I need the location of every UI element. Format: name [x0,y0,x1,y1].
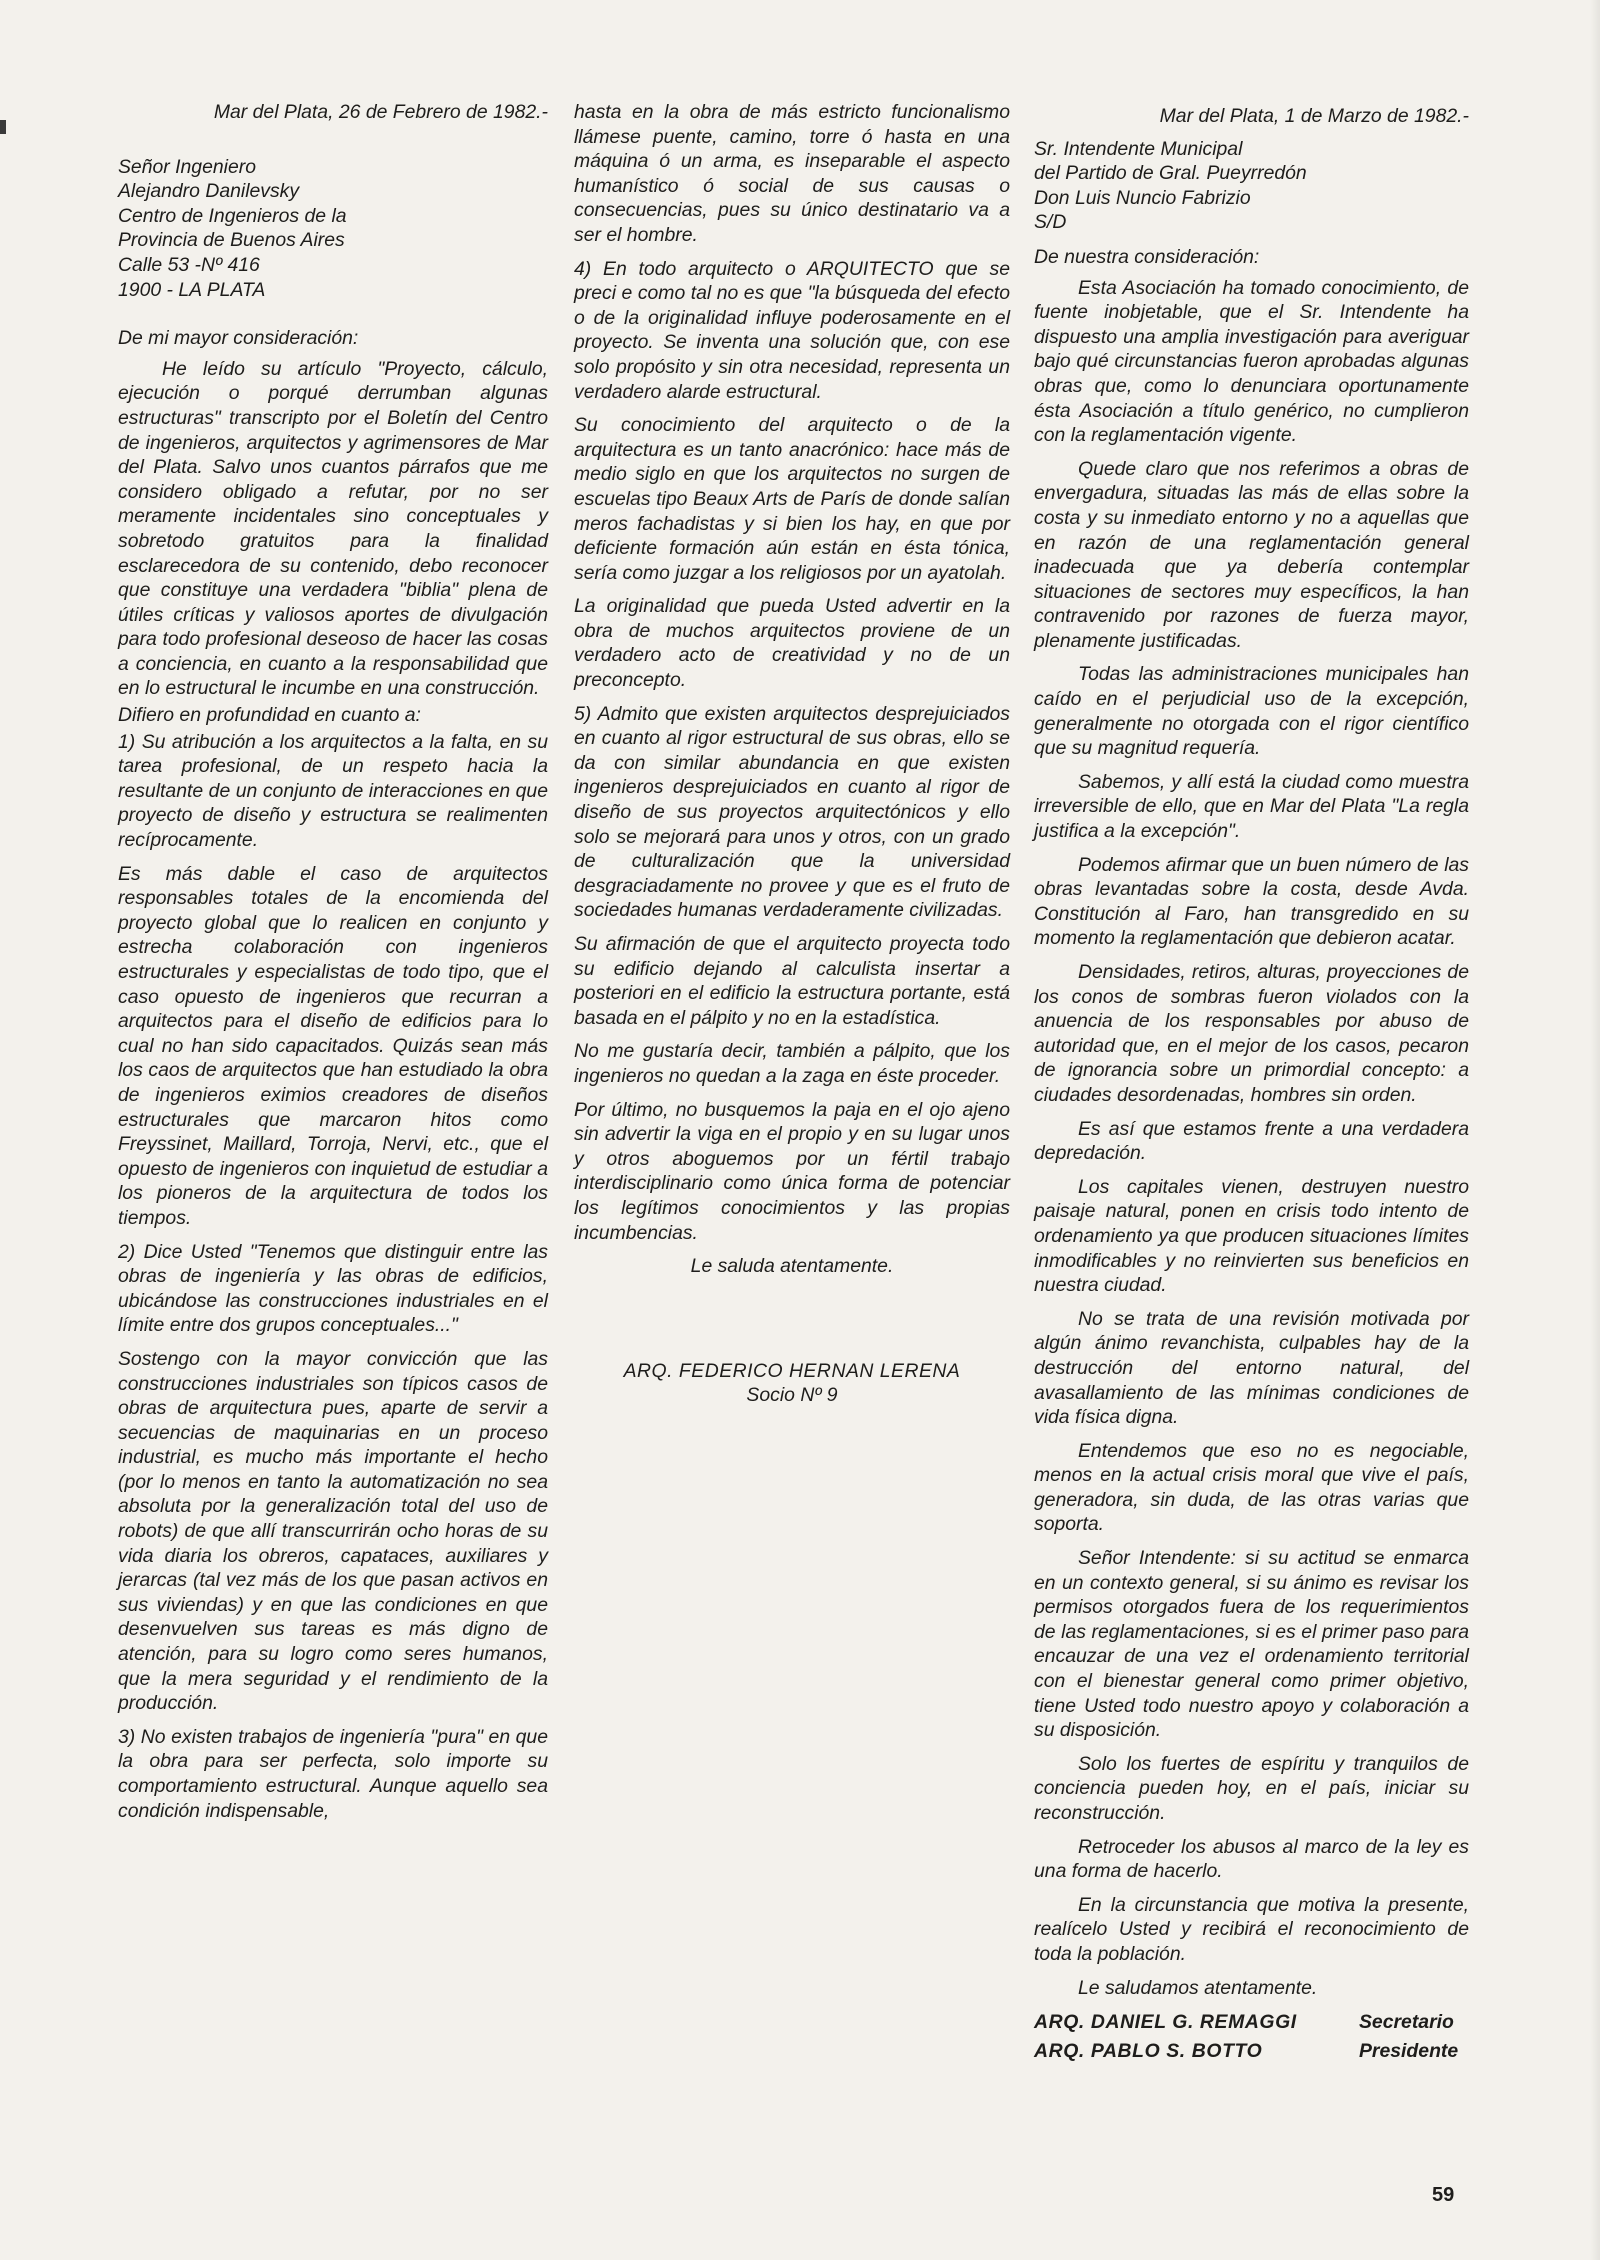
body-paragraph: hasta en la obra de más estricto funcionalismo llámese puente, camino, torre ó hasta en una máquina ó un arma, es inseparable el aspecto humanístico ó social de sus causas o consecuencias, pues su único destinatario va a ser el hombre. [574,101,1010,246]
body-paragraph: 3) No existen trabajos de ingeniería "pura" en que la obra para ser perfecta, solo importe su comportamiento estructural. Aunque aquello sea condición indispensable, [118,1725,548,1822]
address-line: Provincia de Buenos Aires [118,229,345,252]
body-paragraph: Densidades, retiros, alturas, proyecciones de los conos de sombras fueron violados con la anuencia de los responsables por abuso de autoridad que, en el mejor de los casos, pecaron de ignorancia sobre un primordial concepto: a ciudades desordenadas, hombres sin orden. [1034,961,1469,1106]
body-paragraph: He leído su artículo "Proyecto, cálculo, ejecución o porqué derrumban algunas estructuras" transcripto por el Boletín del Centro de ingenieros, arquitectos y agrimensores de Mar del Plata. Salvo unos cuantos párrafos que me considero obligado a refutar, por no ser meramente incidentales sino conceptuales y sobretodo gratuitos para la finalidad esclarecedora de su contenido, debo reconocer que constituye una verdadera "biblia" plena de útiles críticas y valiosos aportes de divulgación para todo profesional deseoso de hacer las cosas a conciencia, en cuanto a la responsabilidad que en lo estructural le incumbe en una construcción. [118,357,548,700]
letter2-address [1034,137,1469,235]
body-paragraph: Podemos afirmar que un buen número de las obras levantadas sobre la costa, desde Avda. Constitución al Faro, han transgredido en su momento la reglamentación que debieron acatar. [1034,853,1469,950]
page-number: 59 [1432,2184,1455,2206]
address-line: Señor Ingeniero [118,155,256,178]
signer-role: Presidente [1359,2039,1459,2062]
body-paragraph: Por último, no busquemos la paja en el ojo ajeno sin advertir la viga en el propio y en su lugar unos y otros aboguemos por un fértil trabajo interdisciplinario como única forma de potenciar los legítimos conocimientos y las propias incumbencias. [574,1098,1010,1244]
body-paragraph: Señor Intendente: si su actitud se enmarca en un contexto general, si su ánimo es revisar los permisos otorgados fuera de los requerimientos de las reglamentaciones, si es el primer paso para encauzar de una vez el ordenamiento territorial con el bienestar general como primer objetivo, tiene Usted todo nuestro apoyo y colaboración a su disposición. [1034,1547,1469,1742]
body-paragraph: No se trata de una revisión motivada por algún ánimo revanchista, culpables hay de la destrucción del entorno natural, del avasallamiento de las mínimas condiciones de vida física digna. [1034,1307,1469,1429]
body-paragraph: Es así que estamos frente a una verdadera depredación. [1034,1117,1469,1165]
letter1-continued-column [574,100,1010,1408]
letter2-salutation: De nuestra consideración: [1034,245,1260,268]
body-paragraph: Difiero en profundidad en cuanto a: [118,704,421,727]
letter2-date: Mar del Plata, 1 de Marzo de 1982.- [1159,105,1469,127]
page-edge-shadow [1590,0,1600,2260]
address-line: Don Luis Nuncio Fabrizio [1034,186,1251,209]
address-line: Sr. Intendente Municipal [1034,137,1243,160]
signer-row [1034,2010,1469,2035]
address-line: Centro de Ingenieros de la [118,204,347,227]
address-line: Calle 53 -Nº 416 [118,253,260,276]
signer-name: ARQ. PABLO S. BOTTO [1034,2039,1263,2062]
address-line: S/D [1034,211,1067,234]
body-paragraph: Quede claro que nos referimos a obras de envergadura, situadas las más de ellas sobre la costa y su inmediato entorno y no a aquellas que en razón de una reglamentación general inadecuada que ya debería contemplar situaciones de sectores muy específicos, la han contravenido por razones de fuerza mayor, plenamente justificadas. [1034,457,1469,652]
body-paragraph: Los capitales vienen, destruyen nuestro paisaje natural, ponen en crisis todo intento de ordenamiento ya que producen situaciones límites inmodificables y no reinvierten sus beneficios en nuestra ciudad. [1034,1175,1469,1297]
letter1-address [118,155,548,303]
letter1-column [118,100,548,1832]
signature-name: ARQ. FEDERICO HERNAN LERENA [623,1359,961,1382]
address-line: 1900 - LA PLATA [118,278,266,301]
body-paragraph: Retroceder los abusos al marco de la ley es una forma de hacerlo. [1034,1835,1469,1883]
body-paragraph: Solo los fuertes de espíritu y tranquilos de conciencia pueden hoy, en el país, iniciar su reconstrucción. [1034,1752,1469,1824]
body-paragraph: Sabemos, y allí está la ciudad como muestra irreversible de ello, que en Mar del Plata "La regla justifica a la excepción". [1034,770,1469,843]
body-paragraph: La originalidad que pueda Usted advertir en la obra de muchos arquitectos proviene de un verdadero acto de creatividad y no de un preconcepto. [574,595,1010,692]
body-paragraph: 4) En todo arquitecto o ARQUITECTO que se preci e como tal no es que "la búsqueda del efecto o de la originalidad influye poderosamente en el proyecto. Se inventa una solución que, con ese solo propósito y sin otra necesidad, representa un verdadero alarde estructural. [574,257,1010,403]
letter2-signers [1034,2010,1469,2063]
body-paragraph: Entendemos que eso no es negociable, menos en la actual crisis moral que vive el país, generadora, sin duda, de las otras varias que soporta. [1034,1439,1469,1536]
signer-role: Secretario [1359,2011,1454,2034]
body-paragraph: 1) Su atribución a los arquitectos a la falta, en su tarea profesional, de un respeto hacia la resultante de un conjunto de interacciones en que proyecto de diseño y estructura se realimenten recíprocamente. [118,730,548,852]
binding-mark [0,120,6,134]
address-line: Alejandro Danilevsky [118,180,300,203]
signature-member: Socio Nº 9 [746,1384,838,1407]
body-paragraph: Esta Asociación ha tomado conocimiento, de fuente inobjetable, que el Sr. Intendente ha dispuesto una amplia investigación para averiguar bajo qué circunstancias fueron aprobadas algunas obras que, como lo denunciara oportunamente ésta Asociación a título genérico, no cumplieron con la reglamentación vigente. [1034,276,1469,447]
body-paragraph: Sostengo con la mayor convicción que las construcciones industriales son típicos casos de obras de arquitectura pues, aparte de servir a secuencias de maquinarias en un proceso industrial, es mucho más importante el hecho (por lo menos en tanto la automatización no sea absoluta por la generalización total del uso de robots) de que allí transcurrirán ocho horas de su vida diaria los obreros, capataces, auxiliares y jerarcas (tal vez más de los que pasan activos en sus viviendas) y en que las condiciones en que desenvuelven sus tareas es más digno de atención, para su logro como seres humanos, que la mera seguridad y el rendimiento de la producción. [118,1347,548,1715]
body-paragraph: Es más dable el caso de arquitectos responsables totales de la encomienda del proyecto global que lo realicen en conjunto y estrecha colaboración con ingenieros estructurales y especialistas de todo tipo, que el caso opuesto de ingenieros que recurran a arquitectos para el diseño de edificios para lo cual no han sido capacitados. Quizás sean más los caos de arquitectos que han estudiado la obra de ingenieros eximios creadores de diseños estructurales que marcaron hitos como Freyssinet, Maillard, Torroja, Nervi, etc., que el opuesto de ingenieros con inquietud de estudiar a los pioneros de la arquitectura de todos los tiempos. [118,862,548,1229]
letter1-signature [574,1359,1010,1408]
signer-row [1034,2039,1469,2064]
body-paragraph: No me gustaría decir, también a pálpito, que los ingenieros no quedan a la zaga en éste proceder. [574,1040,1010,1087]
body-paragraph: En la circunstancia que motiva la presente, realícelo Usted y recibirá el reconocimiento de toda la población. [1034,1893,1469,1965]
body-paragraph: 5) Admito que existen arquitectos desprejuiciados en cuanto al rigor estructural de sus obras, ello se da con similar abundancia en que existen ingenieros desprejuiciados en cuanto al rigor de diseño de sus proyectos arquitectónicos y ello solo se mejorará para unos y otros, con un grado de culturalización que la universidad desgraciadamente no provee y que es el fruto de sociedades humanas verdaderamente civilizadas. [574,702,1010,922]
letter2-farewell: Le saludamos atentamente. [1078,1976,1318,1999]
body-paragraph: Su afirmación de que el arquitecto proyecta todo su edificio dejando al calculista insertar a posteriori en el edificio la estructura portante, está basada en el pálpito y no en la estadística. [574,933,1010,1029]
body-paragraph: Todas las administraciones municipales han caído en el perjudicial uso de la excepción, generalmente no otorgada con el rigor científico que su magnitud requería. [1034,663,1469,760]
letter1-salutation: De mi mayor consideración: [118,327,359,350]
signer-name: ARQ. DANIEL G. REMAGGI [1034,2011,1297,2034]
address-line: del Partido de Gral. Pueyrredón [1034,162,1307,185]
letter2-column [1034,104,1469,2067]
letter1-farewell: Le saluda atentamente. [690,1255,894,1278]
body-paragraph: 2) Dice Usted "Tenemos que distinguir entre las obras de ingeniería y las obras de edificios, ubicándose las construcciones industriales en el límite entre dos grupos conceptuales..." [118,1240,548,1337]
letter1-date: Mar del Plata, 26 de Febrero de 1982.- [213,101,548,123]
body-paragraph: Su conocimiento del arquitecto o de la arquitectura es un tanto anacrónico: hace más de medio siglo en que los arquitectos no surgen de escuelas tipo Beaux Arts de París de donde salían meros fachadistas y si bien los hay, en que por deficiente formación aún están en ésta tónica, sería como juzgar a los religiosos por un ayatolah. [574,414,1010,584]
